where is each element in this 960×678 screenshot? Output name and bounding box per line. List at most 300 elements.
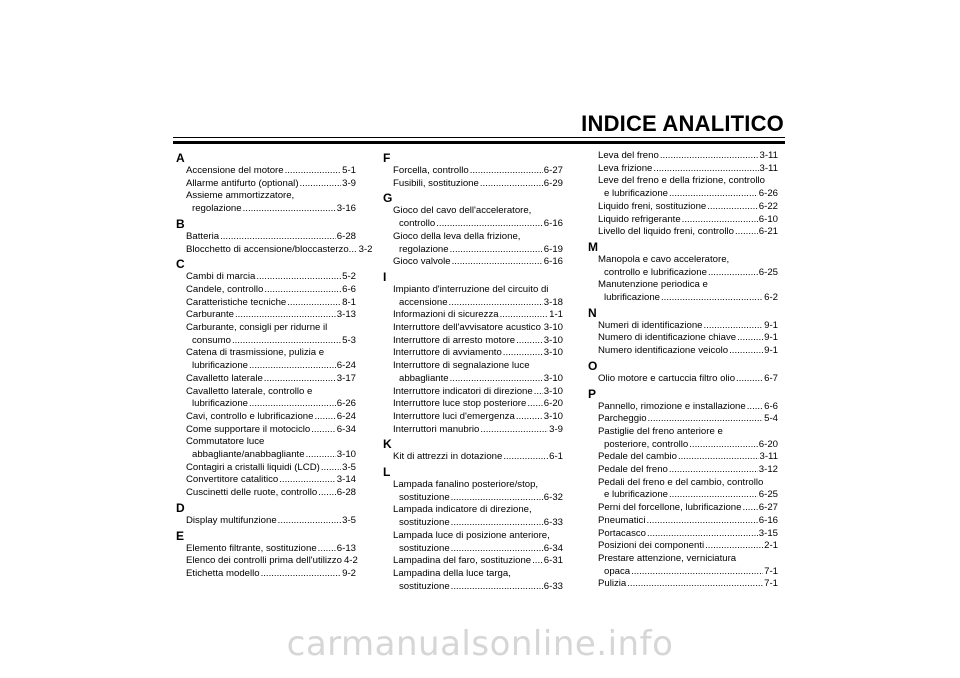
dot-leader bbox=[450, 244, 543, 257]
dot-leader bbox=[261, 568, 342, 581]
dot-leader bbox=[646, 515, 757, 528]
index-entry bbox=[176, 424, 356, 437]
index-entry-line bbox=[598, 254, 778, 267]
index-entry bbox=[383, 205, 563, 230]
index-entry-text: Cavalletto laterale bbox=[186, 372, 263, 384]
index-entry-page: 6-26 bbox=[336, 398, 356, 410]
index-entry-page: 6-19 bbox=[543, 243, 563, 255]
index-entry-line bbox=[186, 411, 356, 424]
index-entry-line bbox=[598, 426, 778, 439]
index-entry-text: Elenco dei controlli prima dell'utilizzo bbox=[186, 555, 342, 567]
index-entry-text: sostituzione bbox=[399, 517, 450, 529]
index-entry-page: 3-10 bbox=[543, 347, 563, 359]
index-entry-line bbox=[598, 267, 778, 280]
index-entry-line bbox=[393, 347, 563, 360]
index-entry-line bbox=[598, 401, 778, 414]
index-entry-page: 6-22 bbox=[758, 200, 778, 212]
index-entry bbox=[588, 214, 778, 227]
index-entry bbox=[176, 243, 373, 257]
index-entry-page: 6-24 bbox=[336, 410, 356, 422]
index-entry-line bbox=[186, 322, 356, 335]
index-entry-page: 3-11 bbox=[759, 162, 778, 174]
dot-leader bbox=[678, 451, 759, 464]
index-entry-line bbox=[598, 477, 778, 490]
index-entry-page: 4-2 bbox=[343, 555, 358, 567]
index-entry bbox=[588, 477, 778, 502]
index-entry bbox=[176, 411, 356, 424]
dot-leader bbox=[249, 360, 336, 373]
index-entry bbox=[383, 256, 563, 269]
index-entry bbox=[176, 284, 356, 297]
dot-leader bbox=[542, 322, 543, 335]
index-entry-line bbox=[598, 320, 778, 333]
index-entry bbox=[588, 254, 778, 279]
index-entry-text: Interruttore di avviamento bbox=[393, 347, 502, 359]
index-entry-page: 6-21 bbox=[758, 226, 778, 238]
index-entry-text: Manopola e cavo acceleratore, bbox=[598, 253, 730, 265]
index-entry-text: Impianto d'interruzione del circuito di bbox=[393, 283, 549, 295]
index-entry-line bbox=[393, 256, 563, 269]
index-entry bbox=[383, 309, 563, 322]
index-entry-line bbox=[393, 530, 563, 543]
index-entry bbox=[176, 297, 356, 310]
index-entry bbox=[588, 201, 778, 214]
dot-leader bbox=[451, 581, 543, 594]
index-entry-text: Kit di attrezzi in dotazione bbox=[393, 451, 503, 463]
index-entry-line bbox=[598, 439, 778, 452]
index-entry-text: Posizioni dei componenti bbox=[598, 540, 705, 552]
index-entry bbox=[176, 271, 356, 284]
dot-leader bbox=[480, 178, 543, 191]
index-entry-text: lubrificazione bbox=[604, 292, 660, 304]
index-entry bbox=[176, 462, 356, 475]
index-entry-text: Interruttore di arresto motore bbox=[393, 334, 516, 346]
index-entry-line bbox=[393, 335, 563, 348]
index-entry bbox=[176, 178, 356, 191]
index-entry-page: 6-28 bbox=[336, 487, 356, 499]
index-entry bbox=[588, 345, 778, 358]
dot-leader bbox=[647, 528, 758, 541]
index-entry-text: Candele, controllo bbox=[186, 283, 264, 295]
index-entry-page: 3-10 bbox=[336, 449, 356, 461]
index-entry-page: 6-6 bbox=[764, 400, 778, 412]
index-entry bbox=[383, 335, 563, 348]
dot-leader bbox=[306, 449, 336, 462]
index-entry-page: 3-2 bbox=[358, 243, 373, 255]
index-entry-text: controllo e lubrificazione bbox=[604, 266, 707, 278]
index-entry-line bbox=[186, 449, 356, 462]
index-entry bbox=[383, 178, 563, 191]
index-entry bbox=[383, 530, 563, 555]
index-entry-line bbox=[393, 322, 563, 335]
index-entry-text: Portacasco bbox=[598, 527, 646, 539]
index-entry-page: 5-2 bbox=[342, 271, 356, 283]
index-entry bbox=[588, 175, 778, 200]
index-entry-line bbox=[186, 515, 356, 528]
index-section-letter: P bbox=[588, 386, 597, 401]
index-entry-line bbox=[393, 492, 563, 505]
index-entry bbox=[176, 474, 356, 487]
index-entry-page: 5-4 bbox=[764, 413, 778, 425]
index-entry-text: consumo bbox=[192, 334, 231, 346]
index-entry bbox=[383, 360, 563, 385]
index-entry-page: 6-13 bbox=[336, 542, 356, 554]
dot-leader bbox=[311, 424, 336, 437]
index-entry-text: Gioco della leva della frizione, bbox=[393, 230, 521, 242]
index-entry-text: regolazione bbox=[399, 243, 449, 255]
page-title: INDICE ANALITICO bbox=[581, 111, 784, 136]
index-entry-page: 3-11 bbox=[759, 150, 778, 161]
dot-leader bbox=[503, 347, 543, 360]
index-entry-text: Lampada indicatore di direzione, bbox=[393, 504, 532, 516]
dot-leader bbox=[669, 188, 758, 201]
index-entry-line bbox=[186, 568, 356, 581]
index-entry bbox=[588, 320, 778, 333]
index-entry-page: 3-10 bbox=[543, 372, 563, 384]
index-entry-page: 3-5 bbox=[342, 514, 356, 526]
index-entry-page: 9-1 bbox=[764, 319, 778, 331]
index-entry bbox=[176, 165, 356, 178]
dot-leader bbox=[321, 462, 341, 475]
index-entry-text: Pedale del freno bbox=[598, 464, 668, 476]
index-entry-line bbox=[186, 297, 356, 310]
index-entry-line bbox=[186, 271, 356, 284]
dot-leader bbox=[451, 543, 543, 556]
dot-leader bbox=[532, 555, 543, 568]
index-entry-page: 1-1 bbox=[549, 309, 563, 321]
index-entry bbox=[176, 487, 356, 500]
index-entry bbox=[588, 464, 778, 477]
index-section-letter: E bbox=[176, 528, 185, 543]
index-entry-page: 3-12 bbox=[758, 464, 778, 476]
index-entry-line bbox=[598, 578, 778, 591]
index-entry-page: 6-25 bbox=[758, 489, 778, 501]
index-entry-page: 7-1 bbox=[764, 565, 778, 577]
index-entry-text: Numeri di identificazione bbox=[598, 319, 703, 331]
index-entry-page: 7-1 bbox=[764, 578, 778, 590]
dot-leader bbox=[264, 284, 341, 297]
index-entry-line bbox=[393, 504, 563, 517]
index-section-letter: G bbox=[383, 191, 393, 206]
dot-leader bbox=[669, 464, 758, 477]
index-entry-page: 6-24 bbox=[336, 360, 356, 372]
index-entry-line bbox=[186, 231, 356, 244]
index-entry-text: Informazioni di sicurezza bbox=[393, 309, 499, 321]
dot-leader bbox=[243, 203, 336, 216]
index-entry-text: Blocchetto di accensione/bloccasterzo... bbox=[186, 243, 357, 255]
index-entry-line bbox=[186, 373, 356, 386]
index-entry bbox=[383, 568, 563, 593]
index-entry-line bbox=[393, 284, 563, 297]
index-entry bbox=[588, 413, 778, 426]
index-entry-text: Pneumatici bbox=[598, 514, 646, 526]
index-entry-text: sostituzione bbox=[399, 542, 450, 554]
index-entry-page: 3-5 bbox=[342, 461, 356, 473]
index-entry-line bbox=[598, 163, 778, 176]
index-entry-line bbox=[393, 517, 563, 530]
index-entry-page: 3-9 bbox=[342, 177, 356, 189]
dot-leader bbox=[256, 271, 341, 284]
index-entry bbox=[176, 568, 356, 581]
title-rule-thick bbox=[173, 141, 785, 144]
index-entry bbox=[176, 515, 356, 528]
index-entry-line bbox=[186, 284, 356, 297]
dot-leader bbox=[708, 267, 758, 280]
index-entry bbox=[383, 451, 563, 464]
index-entry-text: Elemento filtrante, sostituzione bbox=[186, 542, 317, 554]
index-entry-text: abbagliante/anabbagliante bbox=[192, 449, 305, 461]
index-entry-page: 6-2 bbox=[764, 292, 778, 304]
index-entry-page: 3-11 bbox=[759, 451, 778, 463]
index-entry-line bbox=[598, 413, 778, 426]
index-entry-page: 3-13 bbox=[336, 309, 356, 321]
index-entry-text: Leva del freno bbox=[598, 150, 659, 161]
index-section-letter: F bbox=[383, 151, 391, 165]
index-entry-line bbox=[598, 566, 778, 579]
index-entry-text: Liquido refrigerante bbox=[598, 213, 681, 225]
index-entry bbox=[383, 555, 563, 568]
index-entry-page: 6-7 bbox=[764, 372, 778, 384]
dot-leader bbox=[449, 297, 543, 310]
dot-leader bbox=[736, 373, 763, 386]
index-entry-text: lubrificazione bbox=[192, 398, 248, 410]
index-entry bbox=[383, 479, 563, 504]
index-entry-line bbox=[186, 335, 356, 348]
index-entry-page: 9-1 bbox=[764, 345, 778, 357]
dot-leader bbox=[742, 502, 757, 515]
index-entry-page: 6-26 bbox=[758, 188, 778, 200]
index-entry-page: 3-10 bbox=[543, 322, 563, 334]
index-entry-text: Pulizia bbox=[598, 578, 627, 590]
index-entry-line bbox=[186, 424, 356, 437]
dot-leader bbox=[220, 231, 336, 244]
index-entry-text: Commutatore luce bbox=[186, 436, 265, 448]
index-entry bbox=[588, 502, 778, 515]
index-entry-line bbox=[186, 555, 356, 568]
index-section-letter: O bbox=[588, 358, 598, 373]
index-entry-text: Allarme antifurto (optional) bbox=[186, 177, 299, 189]
dot-leader bbox=[729, 345, 763, 358]
index-entry-page: 6-33 bbox=[543, 517, 563, 529]
index-entry-page: 6-16 bbox=[543, 256, 563, 268]
index-entry-page: 6-27 bbox=[758, 502, 778, 514]
index-entry-text: e lubrificazione bbox=[604, 489, 668, 501]
index-entry-line bbox=[393, 581, 563, 594]
dot-leader bbox=[735, 226, 758, 239]
index-entry-page: 3-10 bbox=[543, 334, 563, 346]
index-entry-page: 6-16 bbox=[758, 514, 778, 526]
index-entry bbox=[383, 504, 563, 529]
dot-leader bbox=[631, 566, 763, 579]
index-entry-line bbox=[393, 543, 563, 556]
index-entry-text: Perni del forcellone, lubrificazione bbox=[598, 502, 742, 514]
index-entry-text: Numero di identificazione chiave bbox=[598, 332, 737, 344]
index-entry-line bbox=[393, 178, 563, 191]
index-entry-line bbox=[598, 175, 778, 188]
index-entry bbox=[383, 347, 563, 360]
dot-leader bbox=[660, 150, 759, 163]
index-entry-line bbox=[393, 479, 563, 492]
dot-leader bbox=[452, 256, 543, 269]
index-entry-line bbox=[393, 297, 563, 310]
dot-leader bbox=[653, 163, 758, 176]
index-entry-page: 6-32 bbox=[543, 491, 563, 503]
index-entry-text: abbagliante bbox=[399, 372, 449, 384]
index-entry-line bbox=[598, 451, 778, 464]
index-entry-line bbox=[598, 553, 778, 566]
index-entry-text: Numero identificazione veicolo bbox=[598, 345, 729, 357]
dot-leader bbox=[285, 165, 342, 178]
index-entry-line bbox=[186, 487, 356, 500]
index-entry bbox=[176, 373, 356, 386]
index-entry-line bbox=[598, 345, 778, 358]
index-entry-page: 9-2 bbox=[342, 567, 356, 579]
index-entry-page: 6-25 bbox=[758, 266, 778, 278]
index-entry-line bbox=[186, 386, 356, 399]
index-entry-text: Convertitore catalitico bbox=[186, 474, 279, 486]
dot-leader bbox=[516, 411, 543, 424]
index-entry-line bbox=[186, 347, 356, 360]
dot-leader bbox=[689, 439, 758, 452]
index-entry bbox=[176, 347, 356, 372]
index-entry-text: Lampada luce di posizione anteriore, bbox=[393, 529, 550, 541]
index-entry bbox=[588, 540, 778, 553]
dot-leader bbox=[503, 451, 548, 464]
index-entry bbox=[588, 226, 778, 239]
index-entry-text: Carburante, consigli per ridurne il bbox=[186, 322, 328, 334]
index-entry-text: Leva frizione bbox=[598, 162, 653, 174]
index-entry-text: Leve del freno e della frizione, controllo bbox=[598, 175, 765, 187]
dot-leader bbox=[669, 489, 758, 502]
index-entry-page: 3-10 bbox=[543, 385, 563, 397]
index-entry-line bbox=[598, 226, 778, 239]
index-column-1 bbox=[176, 150, 373, 581]
index-entry-text: sostituzione bbox=[399, 491, 450, 503]
index-entry-line bbox=[393, 373, 563, 386]
index-entry-line bbox=[598, 188, 778, 201]
index-entry-page: 3-16 bbox=[336, 203, 356, 215]
index-entry bbox=[176, 436, 356, 461]
dot-leader bbox=[235, 309, 336, 322]
index-entry-line bbox=[186, 203, 356, 216]
index-entry-page: 3-9 bbox=[549, 423, 563, 435]
index-entry-text: Olio motore e cartuccia filtro olio bbox=[598, 372, 736, 384]
index-entry bbox=[588, 426, 778, 451]
index-entry bbox=[588, 578, 778, 591]
index-entry-line bbox=[598, 489, 778, 502]
index-entry-page: 3-14 bbox=[336, 474, 356, 486]
index-entry-text: Carburante bbox=[186, 309, 234, 321]
index-entry-text: Accensione del motore bbox=[186, 165, 284, 176]
index-entry-page: 6-1 bbox=[549, 451, 563, 463]
index-entry-text: Lampadina della luce targa, bbox=[393, 567, 511, 579]
index-section-letter: B bbox=[176, 216, 185, 231]
index-entry-line bbox=[598, 515, 778, 528]
index-entry bbox=[588, 553, 778, 578]
index-entry-text: controllo bbox=[399, 218, 436, 230]
index-entry-line bbox=[393, 386, 563, 399]
index-entry-page: 6-29 bbox=[543, 177, 563, 189]
index-entry bbox=[383, 322, 563, 335]
index-entry-page: 8-1 bbox=[342, 296, 356, 308]
index-entry-page: 9-1 bbox=[764, 332, 778, 344]
index-entry-line bbox=[186, 243, 373, 257]
index-entry bbox=[588, 373, 778, 386]
index-entry bbox=[176, 555, 356, 568]
index-entry bbox=[383, 231, 563, 256]
dot-leader bbox=[300, 178, 342, 191]
index-entry-page: 6-31 bbox=[543, 555, 563, 567]
index-entry bbox=[383, 411, 563, 424]
watermark: carmanualsonline.info bbox=[286, 624, 674, 664]
index-entry-text: Pedali del freno e del cambio, controllo bbox=[598, 476, 764, 488]
index-entry-line bbox=[186, 190, 356, 203]
index-section-letter: D bbox=[176, 500, 185, 515]
index-entry-page: 3-17 bbox=[336, 372, 356, 384]
index-entry-line bbox=[598, 332, 778, 345]
index-entry bbox=[176, 309, 356, 322]
index-entry-line bbox=[393, 218, 563, 231]
index-entry-page: 5-1 bbox=[342, 165, 356, 176]
index-entry-line bbox=[393, 360, 563, 373]
index-entry-text: Lampada fanalino posteriore/stop, bbox=[393, 479, 539, 491]
dot-leader bbox=[737, 332, 763, 345]
index-entry bbox=[588, 401, 778, 414]
index-entry bbox=[383, 424, 563, 437]
index-entry-line bbox=[393, 568, 563, 581]
index-entry-text: Interruttore di segnalazione luce bbox=[393, 360, 530, 372]
index-entry-text: Display multifunzione bbox=[186, 514, 277, 526]
index-entry-text: Interruttore luci d'emergenza bbox=[393, 410, 515, 422]
index-entry-page: 6-20 bbox=[758, 438, 778, 450]
index-entry-text: posteriore, controllo bbox=[604, 438, 689, 450]
dot-leader bbox=[627, 578, 763, 591]
index-entry bbox=[383, 284, 563, 309]
index-entry bbox=[588, 163, 778, 176]
index-entry-page: 3-15 bbox=[758, 527, 778, 539]
index-entry bbox=[588, 528, 778, 541]
index-entry-page: 2-1 bbox=[764, 540, 778, 552]
dot-leader bbox=[705, 540, 763, 553]
dot-leader bbox=[451, 492, 543, 505]
index-entry bbox=[176, 386, 356, 411]
index-entry-page: 6-20 bbox=[543, 398, 563, 410]
index-entry-line bbox=[186, 165, 356, 178]
index-entry bbox=[176, 231, 356, 244]
index-entry-line bbox=[186, 309, 356, 322]
index-entry-line bbox=[393, 244, 563, 257]
index-entry-line bbox=[393, 231, 563, 244]
dot-leader bbox=[470, 165, 543, 178]
index-column-2 bbox=[383, 150, 563, 593]
index-section-letter: K bbox=[383, 437, 392, 452]
index-entry-text: e lubrificazione bbox=[604, 188, 668, 200]
index-entry-text: Interruttore indicatori di direzione bbox=[393, 385, 533, 397]
index-entry-line bbox=[598, 214, 778, 227]
index-entry bbox=[383, 165, 563, 178]
index-entry-text: Pedale del cambio bbox=[598, 451, 677, 463]
title-rule-thin bbox=[173, 137, 785, 138]
dot-leader bbox=[232, 335, 341, 348]
index-entry-page: 6-33 bbox=[543, 580, 563, 592]
index-entry-page: 3-10 bbox=[543, 410, 563, 422]
index-entry-text: Pastiglie del freno anteriore e bbox=[598, 425, 723, 437]
index-entry-line bbox=[393, 451, 563, 464]
dot-leader bbox=[249, 398, 336, 411]
index-entry-page: 3-18 bbox=[543, 296, 563, 308]
index-entry-line bbox=[598, 540, 778, 553]
index-section-letter: C bbox=[176, 257, 185, 272]
